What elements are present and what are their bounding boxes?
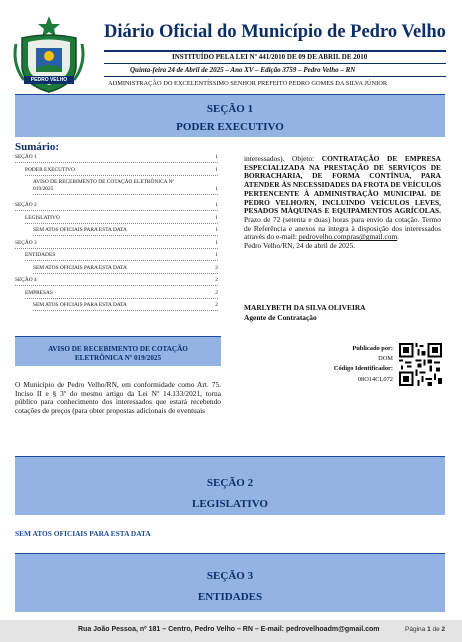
section-number: SEÇÃO 3 <box>206 570 254 582</box>
page-title: Diário Oficial do Município de Pedro Velho <box>104 22 446 42</box>
summary-item[interactable] <box>33 179 218 195</box>
notice-object: CONTRATAÇÃO DE EMPRESA ESPECIALIZADA NA PRESTAÇÃO DE SERVIÇOS DE BORRACHARIA, DE FORMA CONTÍNUA, PARA ATENDER ÀS NECESSIDADES DA FROTA DE VEÍCULOS PERTENCENTE À ADMINISTRAÇÃO MUNICIPAL DE PEDRO VELHO/RN, INCLUINDO VEÍCULOS LEVES, PESADOS MÁQUINAS E EQUIPAMENTOS AGRÍCOLAS. <box>244 154 441 216</box>
notice-body: O Município de Pedro Velho/RN, em conformidade como Art. 75. Inciso II e § 3º do mesmo artigo da Lei Nº 14.133/2021, torna público para conhecimento dos interessados que estará recebendo cotações de preços (para obter propostas adicionais de eventuais <box>15 380 221 415</box>
summary-item-page: 1 <box>215 252 218 258</box>
page-total: 2 <box>441 626 446 633</box>
page-of: de <box>432 626 440 633</box>
summary-item[interactable] <box>15 202 218 211</box>
summary-item[interactable] <box>33 302 218 311</box>
summary-item-label: SEÇÃO 3 <box>15 239 37 246</box>
section-1-band <box>15 94 445 137</box>
page-indicator <box>405 626 445 633</box>
section-name: PODER EXECUTIVO <box>176 121 284 133</box>
summary-item-page: 1 <box>215 154 218 160</box>
divider <box>104 76 446 77</box>
divider <box>104 63 446 64</box>
summary-item[interactable] <box>15 154 218 163</box>
signer-role: Agente de Contratação <box>244 313 317 322</box>
summary-item[interactable] <box>15 240 218 249</box>
summary-item-page: 2 <box>215 289 218 296</box>
summary-item-label: EMPRESAS <box>25 289 53 296</box>
code-identifier: 08O14CL072 <box>357 376 393 383</box>
summary-item-page: 2 <box>215 264 218 271</box>
notice-title-line1: AVISO DE RECEBIMENTO DE COTAÇÃO <box>48 345 188 353</box>
page-number: 1 <box>427 626 431 633</box>
qr-code[interactable] <box>399 343 442 386</box>
title-divider <box>104 50 446 52</box>
municipal-crest-logo <box>12 14 86 94</box>
summary-item-page: 1 <box>215 227 218 233</box>
summary-item[interactable] <box>33 227 218 236</box>
summary-item-label: SEÇÃO 1 <box>15 154 37 160</box>
summary-item[interactable] <box>25 290 218 299</box>
summary-item-label: SEÇÃO 2 <box>15 202 37 208</box>
page-label: Página <box>405 626 426 633</box>
summary-item-page: 1 <box>215 166 218 173</box>
institution-line: INSTITUÍDO PELA LEI Nº 441/2010 DE 09 DE ABRIL DE 2010 <box>172 53 368 61</box>
notice-continuation: interessados). Objeto: CONTRATAÇÃO DE EMPRESA ESPECIALIZADA NA PRESTAÇÃO DE SERVIÇOS DE BORRACHARIA, DE FORMA CONTÍNUA, PARA ATENDER ÀS NECESSIDADES DA FROTA DE VEÍCULOS PERTENCENTE À ADMINISTRAÇÃO MUNICIPAL DE PEDRO VELHO/RN, INCLUINDO VEÍCULOS LEVES, PESADOS MÁQUINAS E EQUIPAMENTOS AGRÍCOLAS. Prazo de 72 (setenta e duas) horas para envio da cotação. Termo de Referência e anexos na íntegra à disposição dos interessados através do e-mail: pedrovelho.compras@gmail.com. Pedro Velho/RN, 24 de abril de 2025. <box>244 154 441 251</box>
section-2-note: SEM ATOS OFICIAIS PARA ESTA DATA <box>15 529 151 538</box>
published-by: DOM <box>378 355 393 362</box>
summary-item[interactable] <box>25 215 218 224</box>
notice-title-box <box>15 336 221 366</box>
edition-line: Quinta-feira 24 de Abril de 2025 – Ano XV – Edição 3759 – Pedro Velho – RN <box>130 66 356 74</box>
summary-item-page: 1 <box>215 239 218 246</box>
notice-email-link[interactable]: pedrovelho.compras@gmail.com <box>298 232 398 242</box>
notice-deadline: Prazo de 72 (setenta e duas) horas para envio da cotação. Termo de Referência e anexos na íntegra à disposição dos interessados através do e-mail: <box>244 214 441 242</box>
summary-item-page: 1 <box>215 214 218 221</box>
summary-item-page: 1 <box>215 186 218 192</box>
summary-item-label: SEM ATOS OFICIAIS PARA ESTA DATA <box>33 264 127 271</box>
summary-item[interactable] <box>25 252 218 261</box>
summary-item-label: SEM ATOS OFICIAIS PARA ESTA DATA <box>33 302 127 308</box>
summary-item-label: ENTIDADES <box>25 252 56 258</box>
summary-item[interactable] <box>33 265 218 274</box>
summary-item-page: 1 <box>215 202 218 208</box>
notice-title-line2: ELETRÔNICA Nº 019/2025 <box>74 354 162 362</box>
section-number: SEÇÃO 2 <box>206 477 254 489</box>
footer-address: Rua João Pessoa, nº 181 – Centro, Pedro Velho – RN – E-mail: pedrovelhoadm@gmail.com <box>78 626 380 633</box>
summary-item-label: SEÇÃO 4 <box>15 277 37 283</box>
place-date: Pedro Velho/RN, 24 de abril de 2025. <box>244 241 356 251</box>
summary-item-label-cont: 019/2025 <box>33 186 54 192</box>
summary-item[interactable] <box>15 277 218 286</box>
code-label: Código Identificador: <box>333 365 393 372</box>
section-name: ENTIDADES <box>197 591 263 603</box>
section-number: SEÇÃO 1 <box>206 103 254 115</box>
summary-item-page: 2 <box>215 302 218 308</box>
summary-title: Sumário: <box>15 141 59 153</box>
published-by-label: Publicado por: <box>352 345 393 352</box>
summary-item-label: AVISO DE RECEBIMENTO DE COTAÇÃO ELETRÔNICA Nº <box>33 179 175 185</box>
summary-item-label: LEGISLATIVO <box>25 214 60 221</box>
section-name: LEGISLATIVO <box>192 498 268 510</box>
administration-line: ADMINISTRAÇÃO DO EXCELENTÍSSIMO SENHOR PREFEITO PEDRO GOMES DA SILVA JÚNIOR <box>108 80 388 87</box>
signer-name: MARLYBETH DA SILVA OLIVEIRA <box>244 303 366 312</box>
crest-label: PEDRO VELHO <box>30 77 68 83</box>
summary-item[interactable] <box>25 167 218 176</box>
summary-item-label: SEM ATOS OFICIAIS PARA ESTA DATA <box>33 227 127 233</box>
notice-cont-pre: interessados). Objeto: <box>244 154 315 163</box>
section-3-band <box>15 553 445 612</box>
section-2-band <box>15 456 445 515</box>
summary-item-label: PODER EXECUTIVO <box>25 166 75 173</box>
summary-item-page: 2 <box>215 277 218 283</box>
